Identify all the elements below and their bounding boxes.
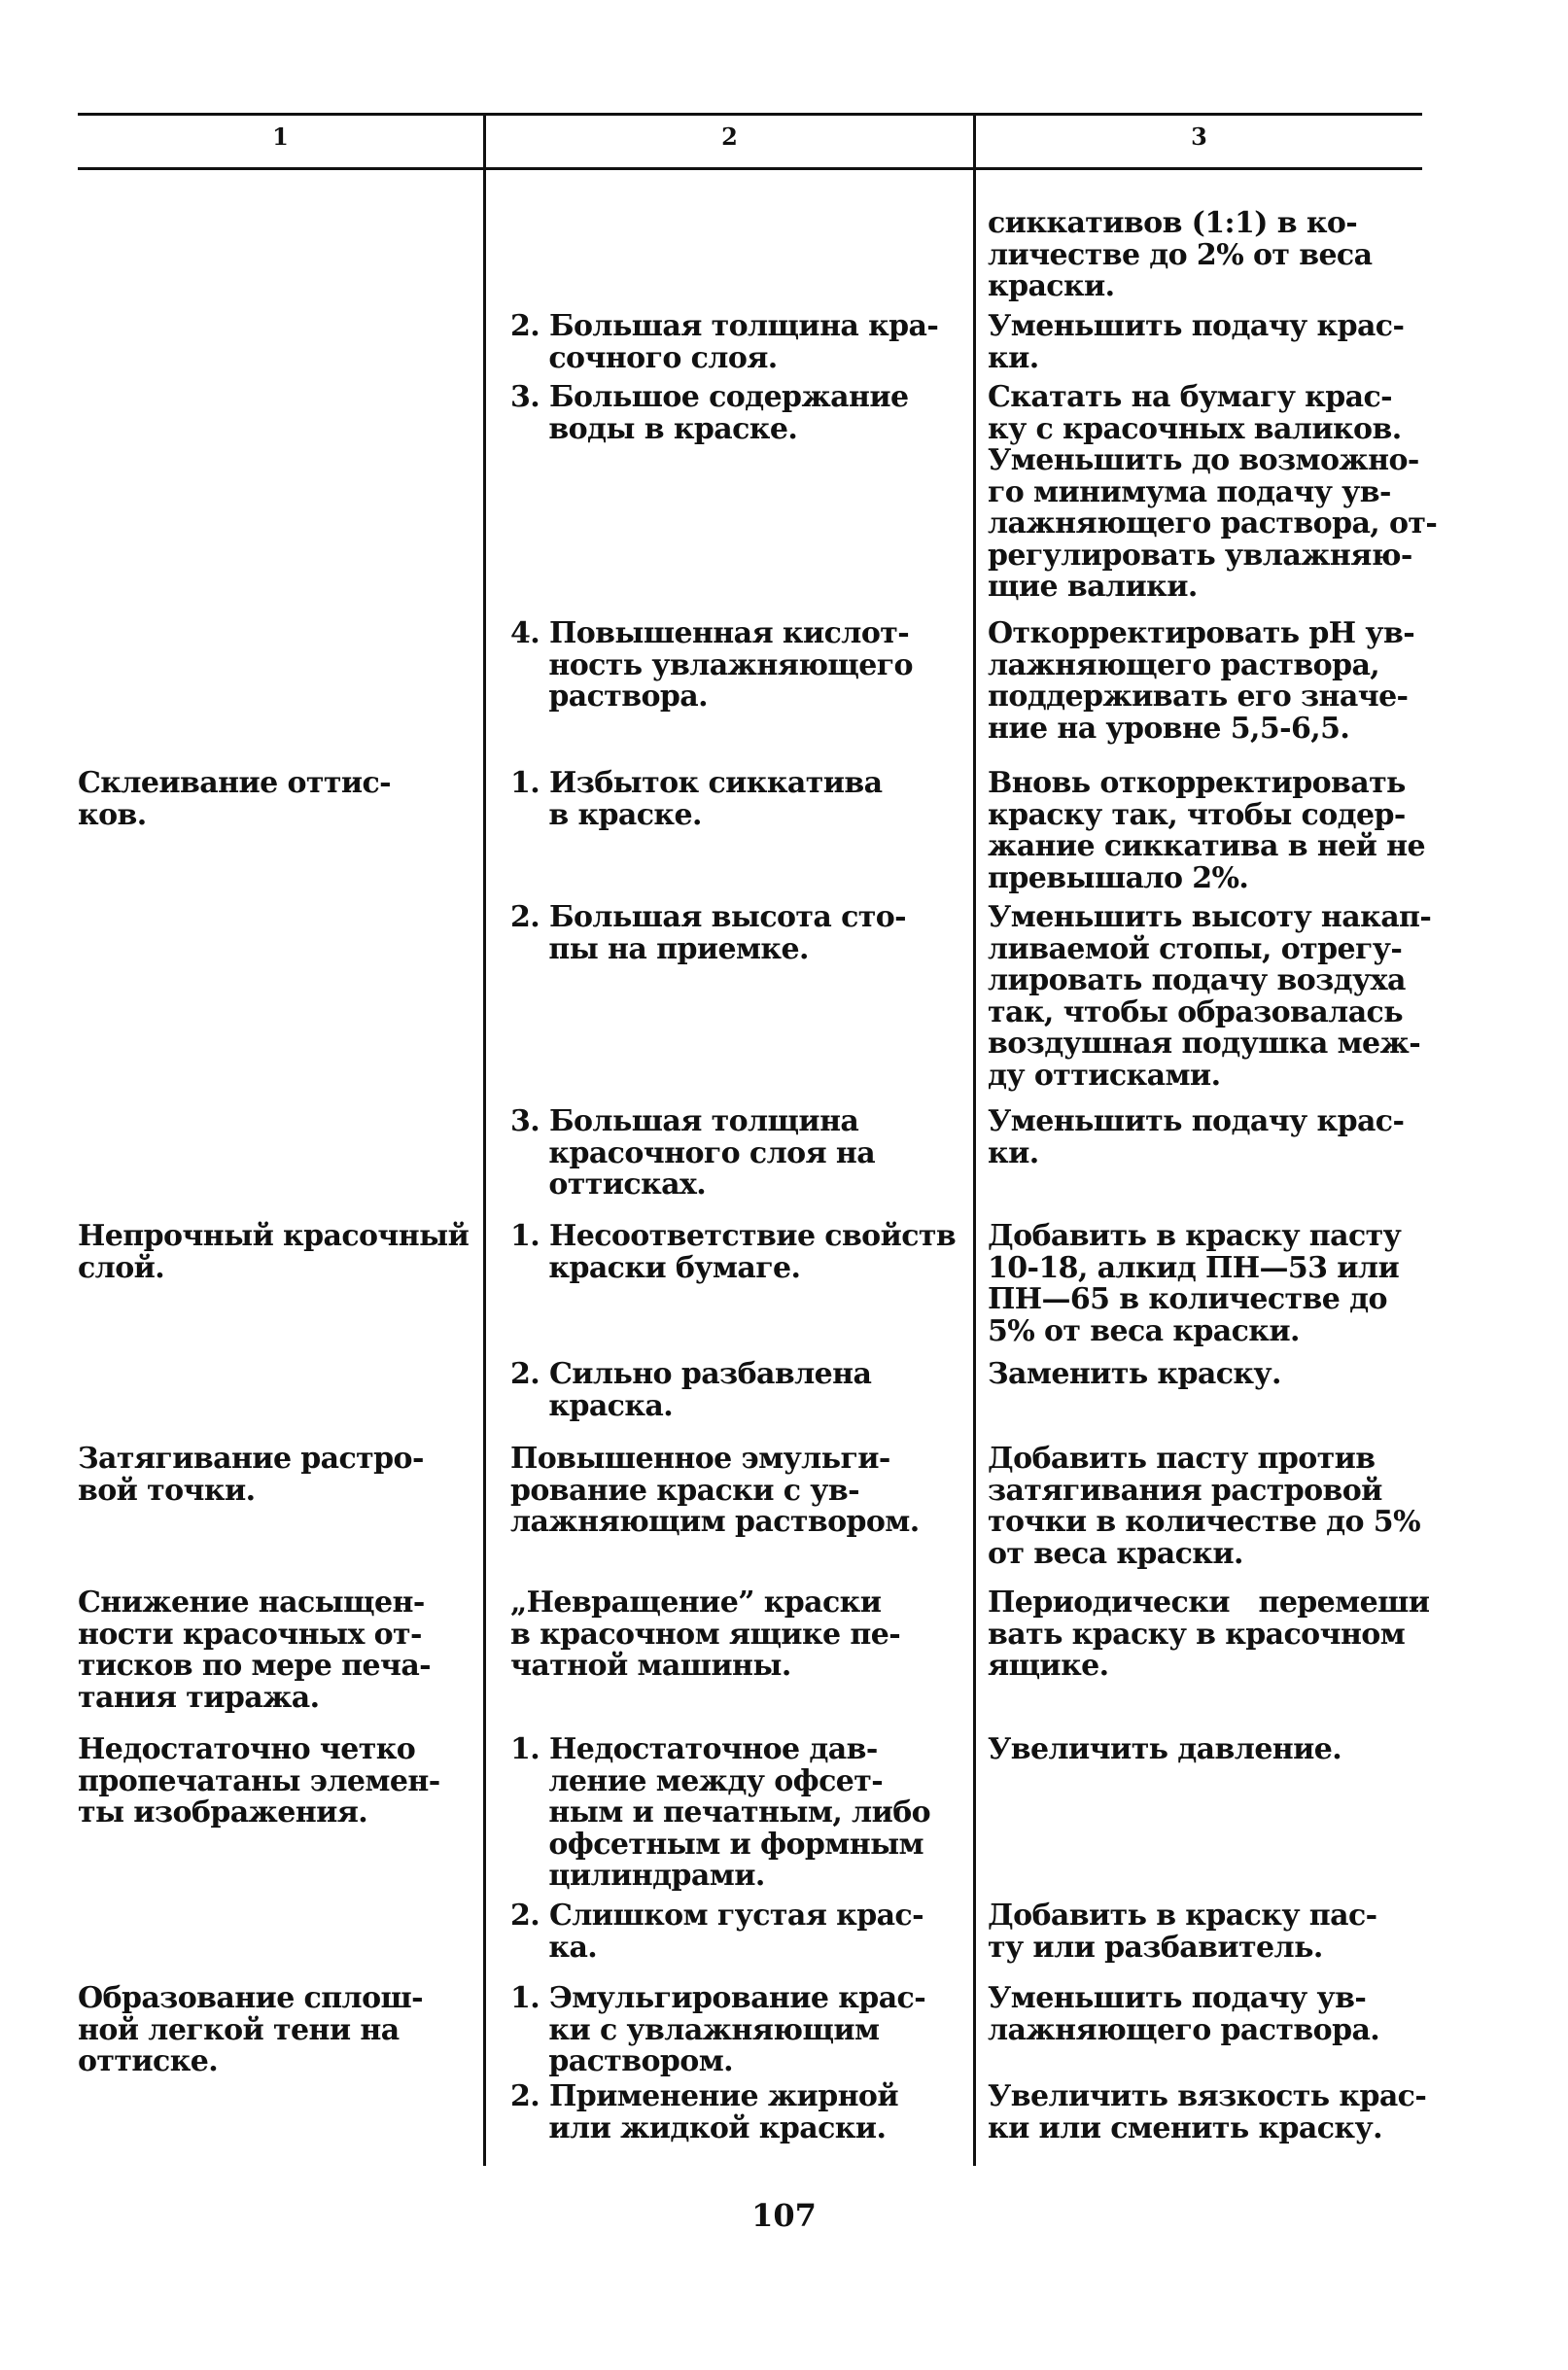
table-cell-remedy: Добавить пасту против затягивания растровой точки в количестве до 5% от веса краски.	[988, 1442, 1420, 1571]
column-header-3: 3	[1191, 122, 1207, 151]
table-cell-cause: 2. Слишком густая крас- ка.	[510, 1899, 923, 1965]
table-cell-remedy: Скатать на бумагу крас- ку с красочных валиков. Уменьшить до возможно- го минимума подачу ув- лажняющего раствора, от- регулировать увлажняю- щие валики.	[988, 380, 1438, 604]
table-top-rule	[78, 113, 1422, 116]
table-cell-remedy: Уменьшить подачу крас- ки.	[988, 1104, 1405, 1170]
table-cell-remedy: Заменить краску.	[988, 1357, 1281, 1391]
table-cell-remedy: Уменьшить подачу крас- ки.	[988, 309, 1405, 375]
column-header-2: 2	[721, 122, 738, 151]
table-cell-cause: 3. Большое содержание воды в краске.	[510, 380, 909, 446]
table-cell-cause: 2. Сильно разбавлена краска.	[510, 1357, 872, 1423]
table-cell-problem: Снижение насыщен- ности красочных от- тисков по мере печа- тания тиража.	[78, 1586, 432, 1715]
table-cell-remedy: Увеличить вязкость крас- ки или сменить краску.	[988, 2079, 1427, 2145]
table-cell-problem: Недостаточно четко пропечатаны элемен- ты изображения.	[78, 1732, 440, 1830]
table-cell-cause: 2. Большая толщина кра- сочного слоя.	[510, 309, 939, 375]
table-cell-remedy: Вновь откорректировать краску так, чтобы содер- жание сиккатива в ней не превышало 2%.	[988, 766, 1425, 895]
table-cell-cause: 1. Несоответствие свойств краски бумаге.	[510, 1219, 957, 1285]
table-cell-remedy: Добавить в краску пасту 10-18, алкид ПН—53 или ПН—65 в количестве до 5% от веса краски.	[988, 1219, 1402, 1348]
table-cell-problem: Склеивание оттис- ков.	[78, 766, 392, 832]
table-cell-remedy: сиккативов (1:1) в ко- личестве до 2% от веса краски.	[988, 206, 1373, 303]
table-cell-cause: „Невращение” краски в красочном ящике пе- чатной машины.	[510, 1586, 901, 1683]
table-cell-remedy: Уменьшить подачу ув- лажняющего раствора.	[988, 1981, 1380, 2047]
column-header-1: 1	[272, 122, 289, 151]
table-header-rule	[78, 167, 1422, 170]
table-cell-problem: Непрочный красочный слой.	[78, 1219, 470, 1285]
table-cell-cause: 2. Применение жирной или жидкой краски.	[510, 2079, 898, 2145]
table-cell-cause: Повышенное эмульги- рование краски с ув- лажняющим раствором.	[510, 1442, 920, 1539]
table-cell-cause: 1. Недостаточное дав- ление между офсет- ным и печатным, либо офсетным и формным цилиндрами.	[510, 1732, 931, 1893]
table-cell-cause: 4. Повышенная кислот- ность увлажняющего раствора.	[510, 616, 913, 714]
table-cell-cause: 3. Большая толщина красочного слоя на оттисках.	[510, 1104, 876, 1202]
table-cell-remedy: Добавить в краску пас- ту или разбавитель.	[988, 1899, 1377, 1965]
table-cell-cause: 1. Избыток сиккатива в краске.	[510, 766, 883, 832]
table-cell-problem: Затягивание растро- вой точки.	[78, 1442, 424, 1508]
table-cell-remedy: Уменьшить высоту накап- ливаемой стопы, отрегу- лировать подачу воздуха так, чтобы образовалась воздушная подушка меж- ду оттисками.	[988, 900, 1432, 1093]
table-cell-cause: 2. Большая высота сто- пы на приемке.	[510, 900, 906, 966]
table-cell-remedy: Откорректировать pH ув- лажняющего раствора, поддерживать его значе- ние на уровне 5,5-6,5.	[988, 616, 1415, 746]
table-cell-remedy: Увеличить давление.	[988, 1732, 1342, 1766]
page-number: 107	[751, 2197, 817, 2234]
table-cell-remedy: Периодически перемеши вать краску в красочном ящике.	[988, 1586, 1430, 1683]
table-cell-problem: Образование сплош- ной легкой тени на оттиске.	[78, 1981, 424, 2078]
column-divider-2	[973, 113, 976, 2166]
column-divider-1	[483, 113, 486, 2166]
table-cell-cause: 1. Эмульгирование крас- ки с увлажняющим раствором.	[510, 1981, 926, 2078]
